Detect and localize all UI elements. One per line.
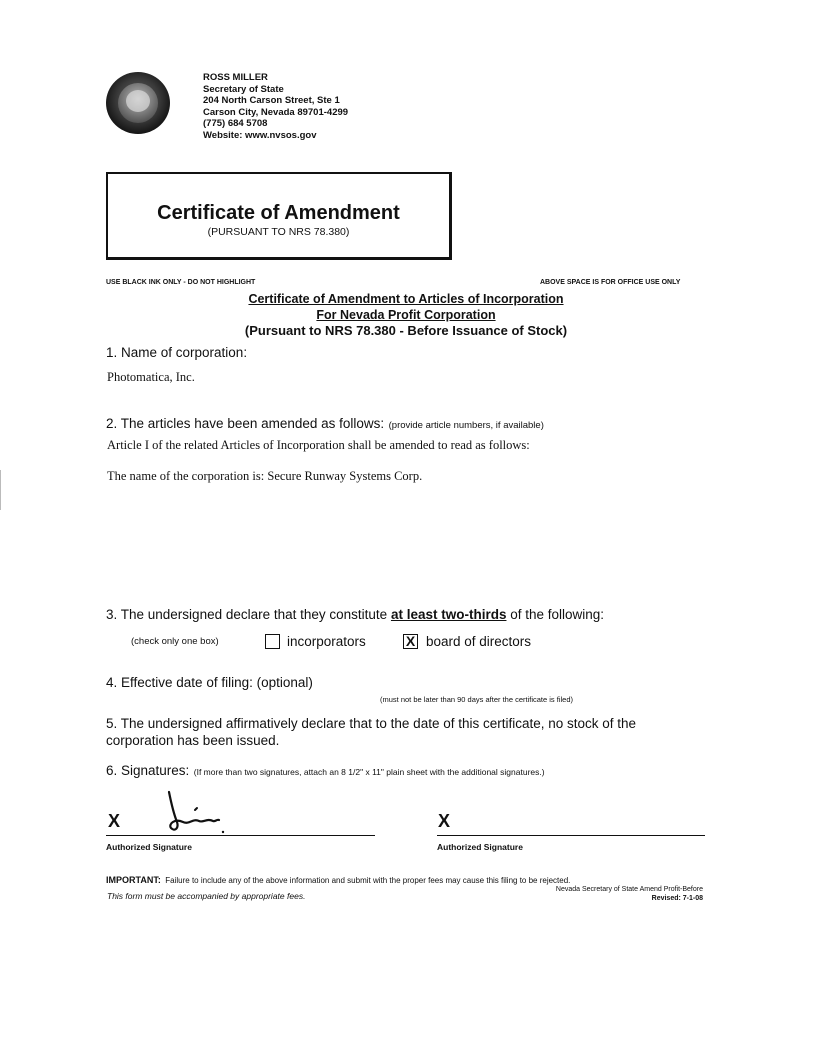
- item3-hint: (check only one box): [131, 636, 219, 647]
- form-footer-id: [480, 886, 703, 903]
- amendment-text-line2[interactable]: The name of the corporation is: Secure Runway Systems Corp.: [107, 469, 423, 483]
- form-heading: [106, 292, 706, 339]
- item3-label-before: 3. The undersigned declare that they constitute: [106, 607, 388, 622]
- secretary-title: Secretary of State: [203, 83, 284, 95]
- item2-label: 2. The articles have been amended as follows:: [106, 416, 385, 431]
- item5-line1: 5. The undersigned affirmatively declare that to the date of this certificate, no stock of the: [106, 716, 637, 731]
- amendment-text-line1[interactable]: Article I of the related Articles of Incorporation shall be amended to read as follows:: [107, 438, 530, 452]
- certificate-title-box: [106, 172, 452, 260]
- item3-label-emphasis: at least two-thirds: [390, 607, 507, 622]
- item1-label: 1. Name of corporation:: [106, 345, 248, 360]
- ink-note: USE BLACK INK ONLY - DO NOT HIGHLIGHT: [106, 279, 256, 286]
- handwritten-signature: [155, 788, 235, 838]
- corporation-name-field[interactable]: Photomatica, Inc.: [107, 370, 195, 384]
- certificate-subtitle: (PURSUANT TO NRS 78.380): [207, 226, 350, 238]
- item6-heading: [106, 762, 545, 780]
- office-address-line1: 204 North Carson Street, Ste 1: [203, 95, 340, 106]
- scan-artifact: [0, 470, 1, 510]
- item3-label-after: of the following:: [510, 607, 605, 622]
- secretary-name: ROSS MILLER: [203, 72, 268, 83]
- signature1-label: Authorized Signature: [106, 842, 192, 852]
- form-id: Nevada Secretary of State Amend Profit-Before: [555, 886, 703, 893]
- item2-hint: (provide article numbers, if available): [388, 420, 544, 431]
- item5-line2: corporation has been issued.: [106, 733, 280, 748]
- item4-label: 4. Effective date of filing: (optional): [106, 675, 313, 690]
- board-of-directors-label: board of directors: [426, 634, 532, 649]
- board-of-directors-checkbox[interactable]: [403, 634, 418, 649]
- form-heading-line2: For Nevada Profit Corporation: [316, 307, 496, 322]
- item2-heading: [106, 415, 544, 433]
- form-heading-line1: Certificate of Amendment to Articles of Incorporation: [248, 292, 564, 306]
- office-website: Website: www.nvsos.gov: [203, 129, 317, 141]
- item3-heading: [106, 607, 604, 622]
- item4-note: (must not be later than 90 days after the certificate is filed): [380, 695, 574, 704]
- important-text: Failure to include any of the above information and submit with the proper fees may cause this filing to be rejected.: [165, 876, 571, 885]
- fees-note: This form must be accompanied by appropriate fees.: [107, 891, 306, 901]
- incorporators-checkbox[interactable]: [265, 634, 280, 649]
- revised-date: Revised: 7-1-08: [651, 894, 703, 902]
- signature2-x-mark: X: [438, 811, 451, 831]
- office-header: [203, 72, 348, 141]
- signature1-x-mark: X: [108, 811, 121, 831]
- item6-label: 6. Signatures:: [106, 763, 190, 778]
- state-seal-icon: [106, 72, 170, 134]
- certificate-title: Certificate of Amendment: [157, 202, 400, 224]
- form-heading-line3: (Pursuant to NRS 78.380 - Before Issuance of Stock): [244, 323, 568, 338]
- checkbox-x-mark: X: [405, 633, 416, 649]
- signature1-line[interactable]: [106, 835, 375, 836]
- office-use-note: ABOVE SPACE IS FOR OFFICE USE ONLY: [540, 279, 681, 286]
- signature2-line[interactable]: [437, 835, 705, 836]
- item6-hint: (If more than two signatures, attach an 8 1/2" x 11" plain sheet with the additional signatures.): [193, 767, 545, 777]
- signature2-label: Authorized Signature: [437, 842, 523, 852]
- office-address-line2: Carson City, Nevada 89701-4299: [203, 106, 349, 118]
- incorporators-label: incorporators: [287, 634, 366, 649]
- important-label: IMPORTANT:: [106, 875, 161, 885]
- office-phone: (775) 684 5708: [203, 118, 268, 129]
